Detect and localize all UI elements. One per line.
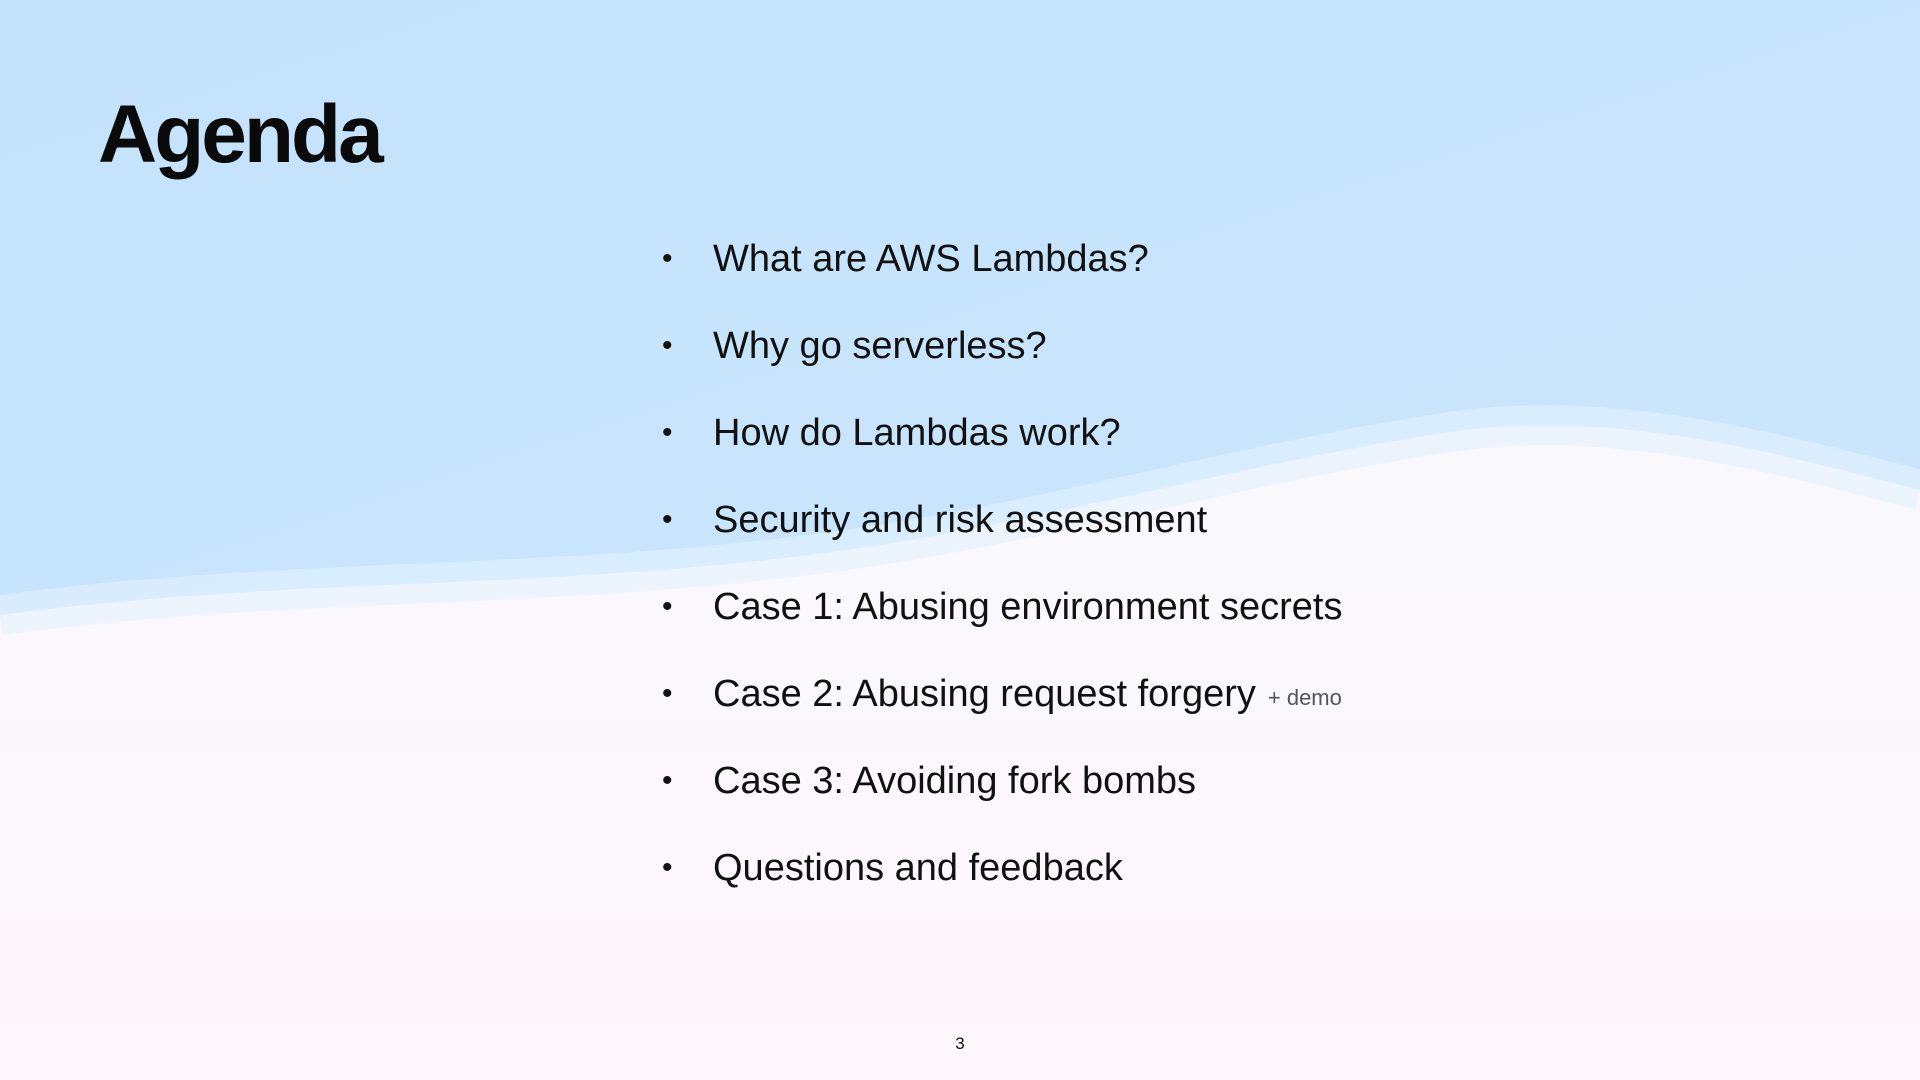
bullet-icon: • xyxy=(662,590,673,623)
agenda-item-label: Security and risk assessment xyxy=(713,499,1208,541)
agenda-item xyxy=(662,835,1342,922)
agenda-item-label: Why go serverless? xyxy=(713,325,1047,367)
bullet-icon: • xyxy=(662,764,673,797)
bullet-icon: • xyxy=(662,242,673,275)
agenda-item-label: Case 2: Abusing request forgery xyxy=(713,673,1256,715)
demo-note: + demo xyxy=(1267,685,1342,710)
agenda-item xyxy=(662,574,1342,661)
bullet-icon: • xyxy=(662,677,673,710)
bullet-icon: • xyxy=(662,503,673,536)
agenda-item xyxy=(662,661,1342,748)
slide-title: Agenda xyxy=(98,89,381,180)
agenda-item-label: Case 1: Abusing environment secrets xyxy=(713,586,1343,628)
bullet-icon: • xyxy=(662,329,673,362)
agenda-item xyxy=(662,400,1342,487)
bullet-icon: • xyxy=(662,851,673,884)
agenda-item xyxy=(662,313,1342,400)
agenda-item xyxy=(662,226,1342,313)
agenda-item-label: Case 3: Avoiding fork bombs xyxy=(713,760,1197,802)
page-number: 3 xyxy=(955,1034,965,1053)
agenda-item-label: How do Lambdas work? xyxy=(713,412,1121,454)
agenda-list xyxy=(662,226,1342,922)
agenda-item xyxy=(662,748,1342,835)
agenda-item-label: What are AWS Lambdas? xyxy=(713,238,1149,280)
agenda-item-label: Questions and feedback xyxy=(713,847,1123,889)
bullet-icon: • xyxy=(662,416,673,449)
agenda-item xyxy=(662,487,1342,574)
